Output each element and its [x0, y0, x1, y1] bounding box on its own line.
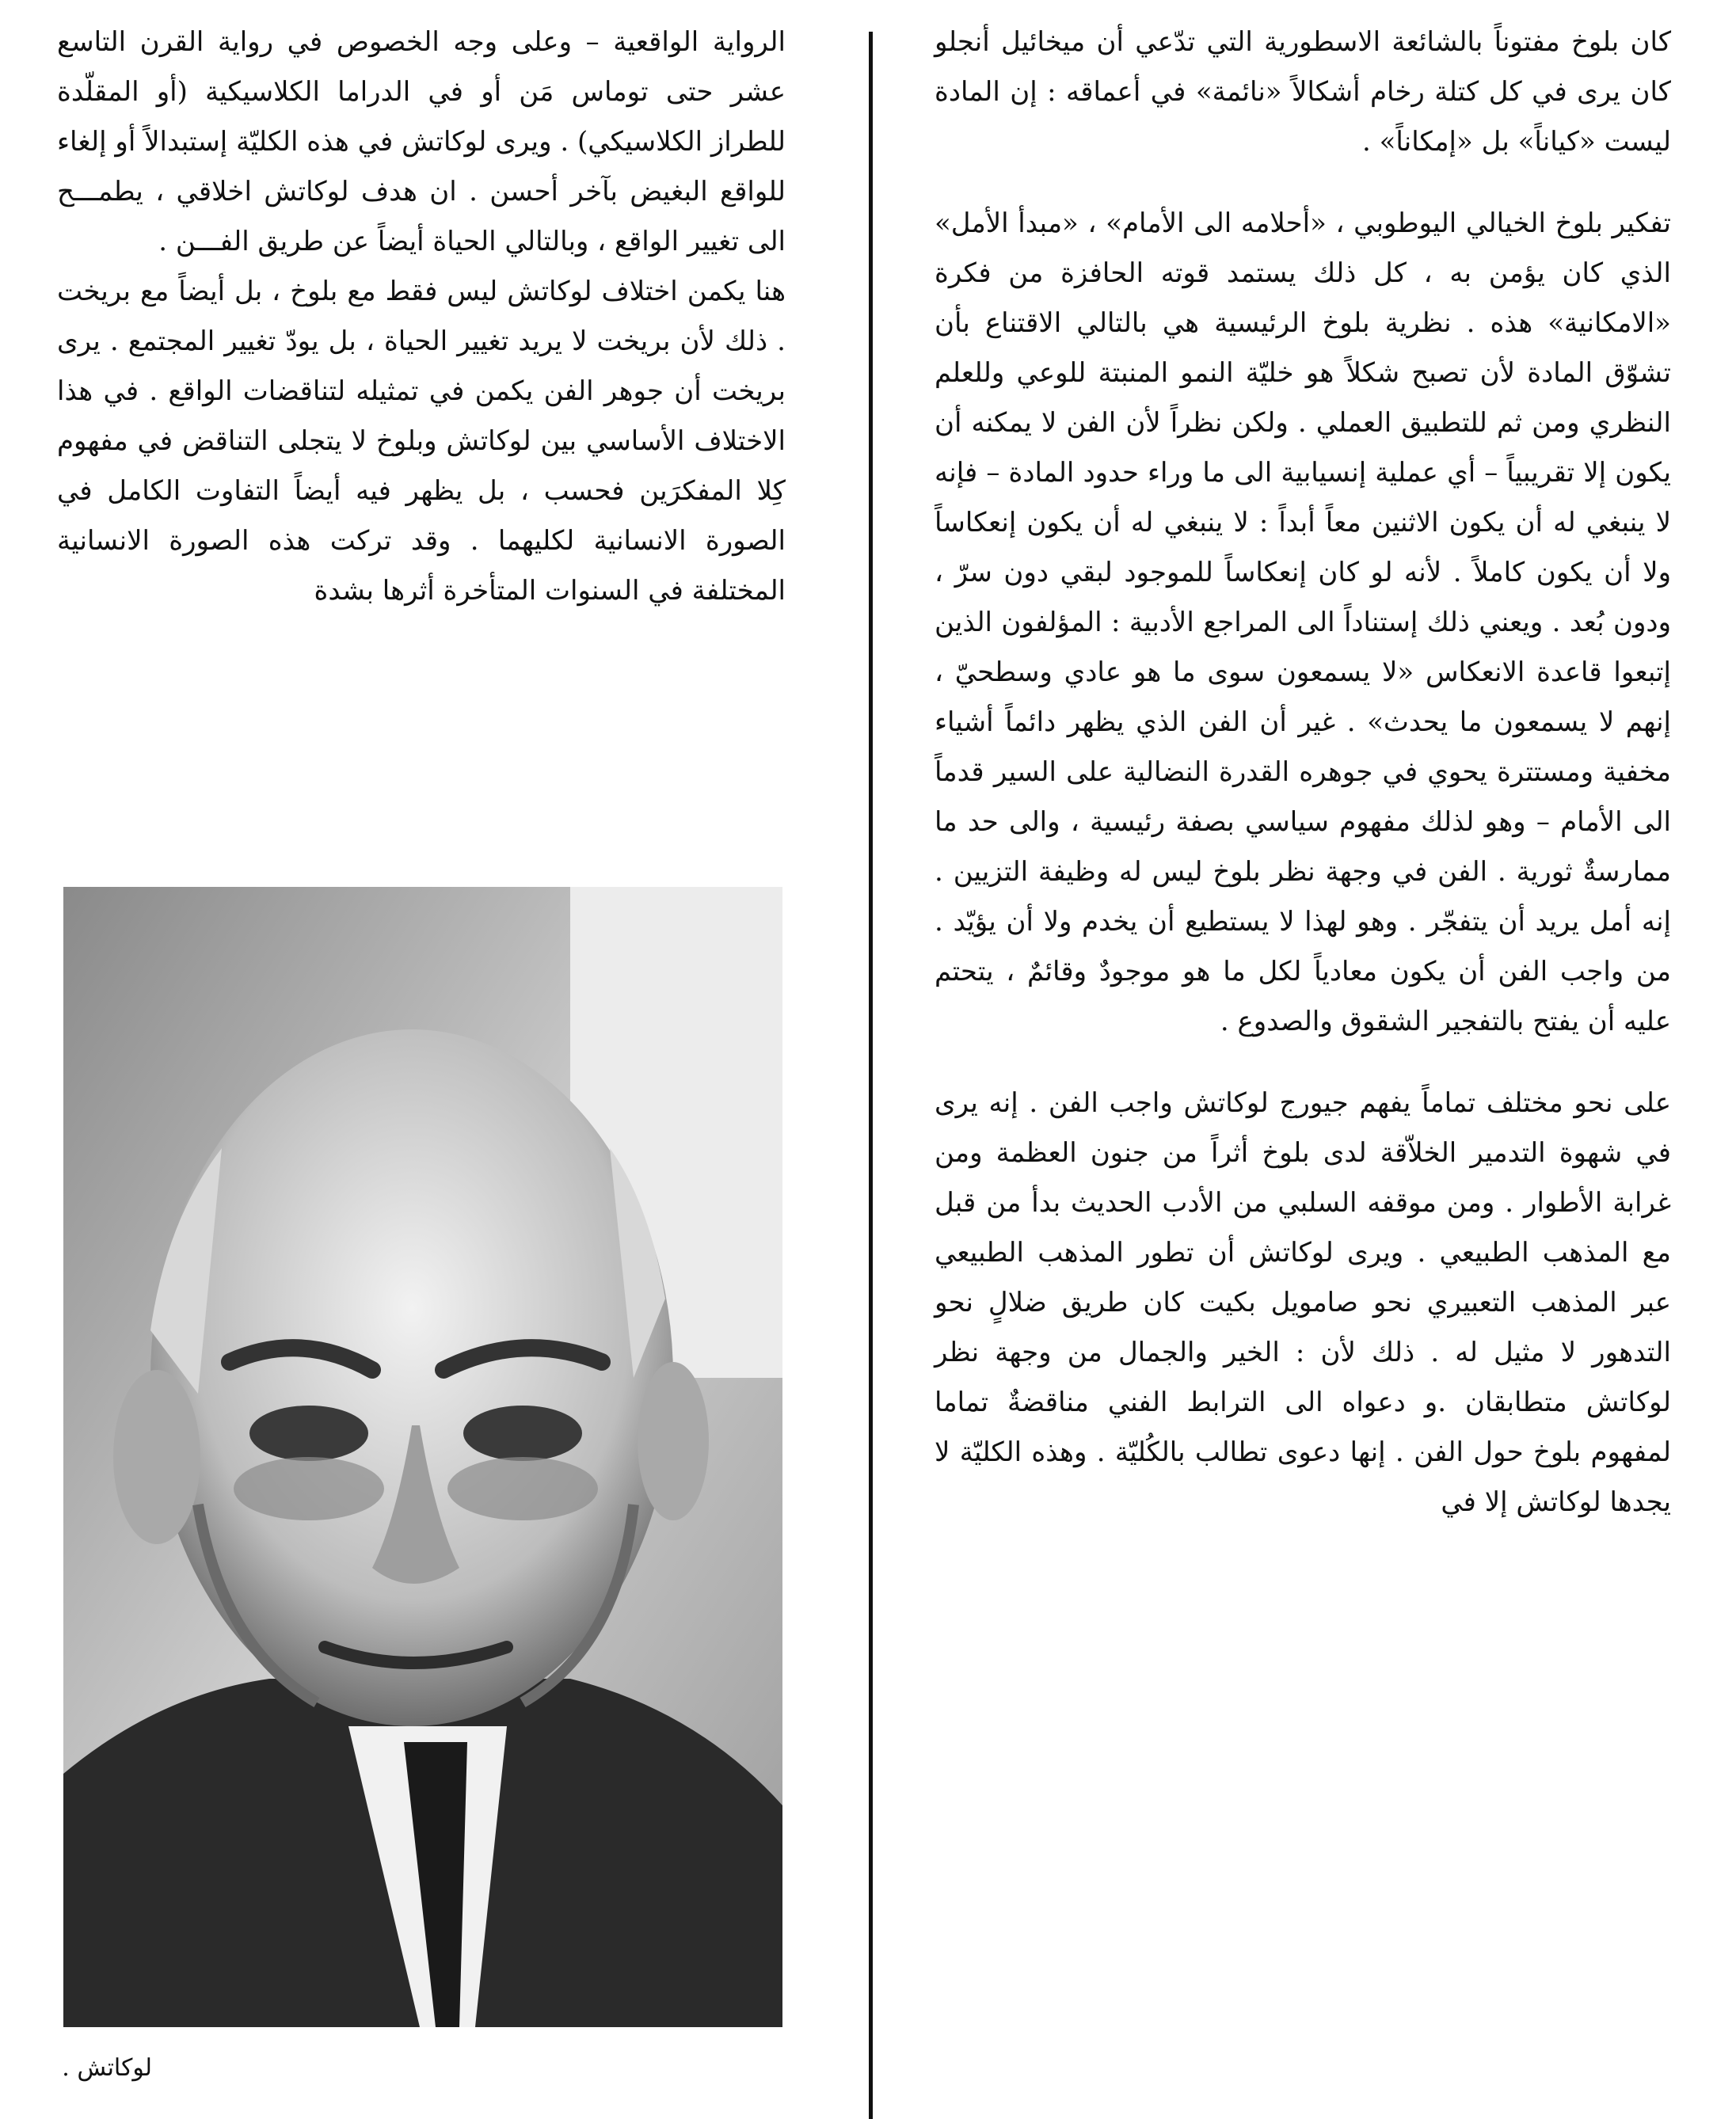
article-paragraph: على نحو مختلف تماماً يفهم جيورج لوكاتش واجب الفن . إنه يرى في شهوة التدمير الخلاّقة لدى بلوخ أثراً من جنون العظمة ومن غرابة الأطوار . ومن موقفه السلبي من الأدب الحديث بدأ من قبل مع المذهب الطبيعي . ويرى لوكاتش أن تطور المذهب الطبيعي عبر المذهب التعبيري نحو صامويل بكيت كان طريق ضلالٍ نحو التدهور لا مثيل له . ذلك لأن : الخير والجمال من وجهة نظر لوكاتش متطابقان .و دعواه الى الترابط الفني مناقضةٌ تماما لمفهوم بلوخ حول الفن . إنها دعوى تطالب بالكُليّة . وهذه الكليّة لا يجدها لوكاتش إلا في — [935, 1087, 1671, 1518]
photo-caption: لوكاتش . — [62, 2054, 152, 2082]
left-text-column — [57, 17, 786, 616]
article-paragraph: هنا يكمن اختلاف لوكاتش ليس فقط مع بلوخ ، بل أيضاً مع بريخت . ذلك لأن بريخت لا يريد تغيير الحياة ، بل يودّ تغيير المجتمع . يرى بريخت أن جوهر الفن يكمن في تمثيله لتناقضات الواقع . في هذا الاختلاف الأساسي بين لوكاتش وبلوخ لا يتجلى التناقض في مفهوم كِلا المفكرَين فحسب ، بل يظهر فيه أيضاً التفاوت الكامل في الصورة الانسانية لكليهما . وقد تركت هذه الصورة الانسانية المختلفة في السنوات المتأخرة أثرها بشدة — [57, 276, 786, 607]
article-paragraph: كان بلوخ مفتوناً بالشائعة الاسطورية التي تدّعي أن ميخائيل أنجلو كان يرى في كل كتلة رخام أشكالاً «نائمة» في أعماقه : إن المادة ليست «كياناً» بل «إمكاناً» . — [935, 26, 1672, 158]
portrait-illustration — [63, 887, 782, 2027]
article-paragraph: تفكير بلوخ الخيالي اليوطوبي ، «أحلامه الى الأمام» ، «مبدأ الأمل» الذي كان يؤمن به ، كل ذلك يستمد قوته الحافزة من فكرة «الامكانية» هذه . نظرية بلوخ الرئيسية هي بالتالي الاقتناع بأن تشوّق المادة لأن تصبح شكلاً هو خليّة النمو المنبتة للوعي وللعلم النظري ومن ثم للتطبيق العملي . ولكن نظراً لأن الفن لا يمكنه أن يكون إلا تقريبياً – أي عملية إنسيابية الى ما وراء حدود المادة – فإنه لا ينبغي له أن يكون الاثنين معاً أبداً : لا ينبغي له أن يكون إنعكاساً ولا أن يكون كاملاً . لأنه لو كان إنعكاساً للموجود لبقي دون سرّ ، ودون بُعد . ويعني ذلك إستناداً الى المراجع الأدبية : المؤلفون الذين إتبعوا قاعدة الانعكاس «لا يسمعون سوى ما هو عادي وسطحيّ ، إنهم لا يسمعون ما يحدث» . غير أن الفن الذي يظهر دائماً أشياء مخفية ومستترة يحوي في جوهره القدرة النضالية على السير قدماً الى الأمام – وهو لذلك مفهوم سياسي بصفة رئيسية ، والى حد ما ممارسةٌ ثورية . الفن في وجهة نظر بلوخ ليس له وظيفة التزيين . إنه أمل يريد أن يتفجّر . وهو لهذا لا يستطيع أن يخدم ولا أن يؤيّد . من واجب الفن أن يكون معادياً لكل ما هو موجودٌ وقائمٌ ، يتحتم عليه أن يفتح بالتفجير الشقوق والصدوع . — [935, 207, 1671, 1037]
right-text-column — [935, 17, 1671, 1527]
column-divider — [869, 32, 873, 2119]
article-paragraph: الرواية الواقعية – وعلى وجه الخصوص في رواية القرن التاسع عشر حتى توماس مَن أو في الدراما الكلاسيكية (أو المقلّدة للطراز الكلاسيكي) . ويرى لوكاتش في هذه الكليّة إستبدالاً أو إلغاء للواقع البغيض بآخر أحسن . ان هدف لوكاتش اخلاقي ، يطمـــح الى تغيير الواقع ، وبالتالي الحياة أيضاً عن طريق الفـــن . — [57, 26, 786, 257]
portrait-photo — [63, 887, 782, 2027]
